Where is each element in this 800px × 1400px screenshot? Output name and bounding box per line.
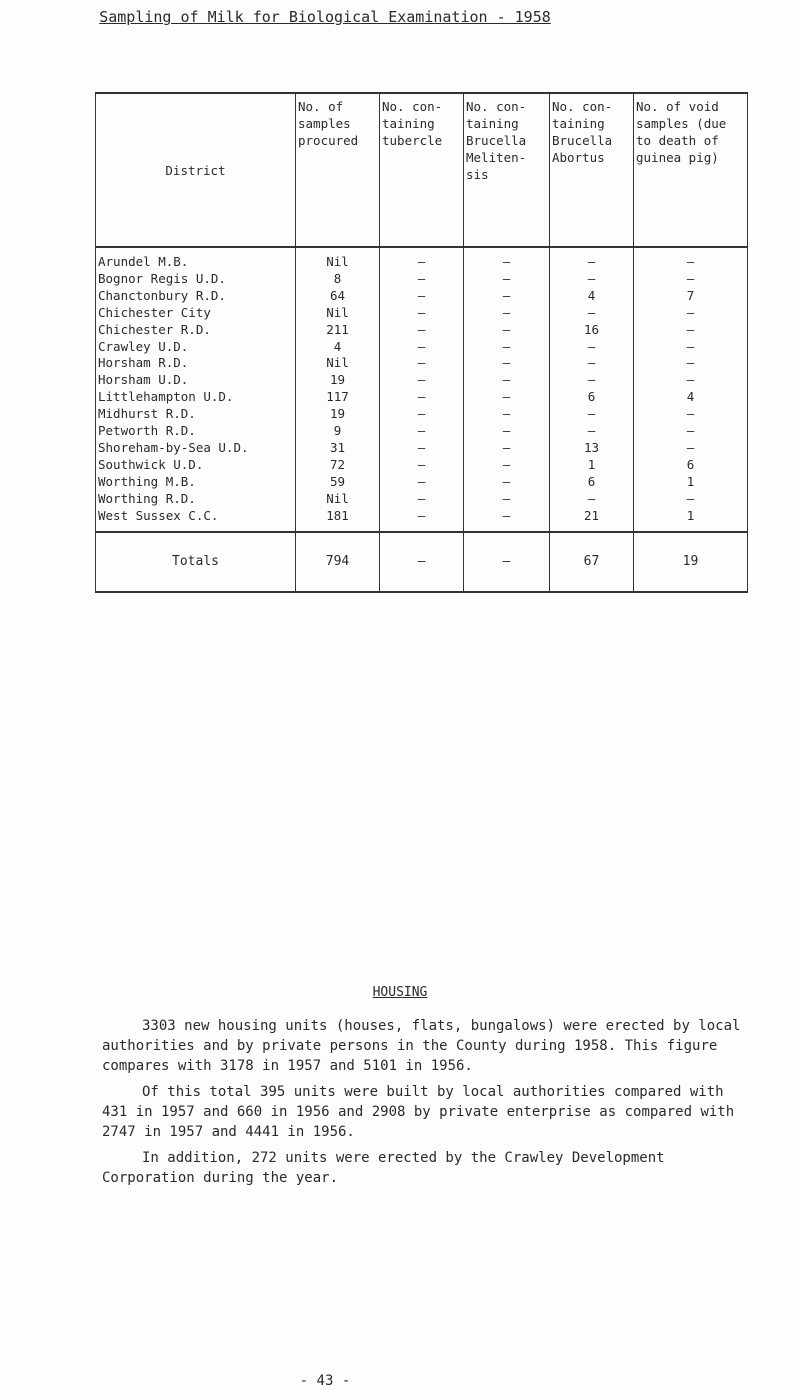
table-cell: 4 [550, 288, 634, 305]
table-cell: 7 [634, 288, 748, 305]
table-row [96, 288, 748, 305]
table-cell: – [634, 423, 748, 440]
table-cell: 4 [634, 389, 748, 406]
totals-row [96, 532, 748, 592]
table-cell: – [464, 271, 550, 288]
totals-cell: – [380, 532, 464, 592]
table-cell: – [464, 508, 550, 532]
table-cell: – [380, 457, 464, 474]
table-cell: 19 [296, 372, 380, 389]
district-name: Bognor Regis U.D. [96, 271, 296, 288]
table-row [96, 474, 748, 491]
table-cell: – [380, 271, 464, 288]
table-cell: – [550, 355, 634, 372]
header-brucella-abortus: No. con- taining Brucella Abortus [550, 93, 634, 247]
table-cell: 6 [634, 457, 748, 474]
table-cell: 117 [296, 389, 380, 406]
table-cell: – [634, 339, 748, 356]
table-cell: – [634, 355, 748, 372]
table-cell: – [380, 389, 464, 406]
table-cell: 1 [634, 508, 748, 532]
table-cell: 211 [296, 322, 380, 339]
table-cell: 21 [550, 508, 634, 532]
table-cell: – [464, 247, 550, 271]
totals-cell: 794 [296, 532, 380, 592]
table-cell: – [464, 406, 550, 423]
district-name: Chichester City [96, 305, 296, 322]
table-cell: – [464, 457, 550, 474]
table-cell: 64 [296, 288, 380, 305]
table-cell: – [464, 372, 550, 389]
table-cell: – [380, 247, 464, 271]
table-cell: – [634, 372, 748, 389]
table-cell: – [634, 491, 748, 508]
table-cell: – [464, 474, 550, 491]
table-row [96, 389, 748, 406]
table-cell: – [464, 491, 550, 508]
table-cell: Nil [296, 355, 380, 372]
table-cell: – [380, 423, 464, 440]
table-cell: – [634, 406, 748, 423]
district-name: Worthing M.B. [96, 474, 296, 491]
page-number: - 43 - [299, 1373, 351, 1389]
table-cell: – [380, 355, 464, 372]
district-name: West Sussex C.C. [96, 508, 296, 532]
district-name: Chichester R.D. [96, 322, 296, 339]
district-name: Littlehampton U.D. [96, 389, 296, 406]
table-row [96, 339, 748, 356]
housing-paragraph: Of this total 395 units were built by local authorities compared with 431 in 1957 and 660 in 1956 and 2908 by private enterprise as compared with 2747 in 1957 and 4441 in 1956. [102, 1084, 735, 1140]
table-cell: – [634, 247, 748, 271]
housing-paragraph: In addition, 272 units were erected by the Crawley Development Corporation during the year. [102, 1150, 665, 1186]
district-name: Horsham R.D. [96, 355, 296, 372]
table-cell: – [550, 406, 634, 423]
district-name: Shoreham-by-Sea U.D. [96, 440, 296, 457]
table-cell: – [550, 491, 634, 508]
table-cell: – [380, 440, 464, 457]
table-row [96, 322, 748, 339]
table-cell: – [380, 491, 464, 508]
table-cell: – [550, 271, 634, 288]
totals-cell: – [464, 532, 550, 592]
header-district: District [96, 93, 296, 247]
table-cell: – [464, 389, 550, 406]
district-name: Arundel M.B. [96, 247, 296, 271]
table-cell: – [464, 355, 550, 372]
table-cell: – [550, 339, 634, 356]
header-void-samples: No. of void samples (due to death of guinea pig) [634, 93, 748, 247]
header-tubercle: No. con- taining tubercle [380, 93, 464, 247]
table-cell: – [634, 271, 748, 288]
table-cell: Nil [296, 247, 380, 271]
table-cell: 4 [296, 339, 380, 356]
district-name: Horsham U.D. [96, 372, 296, 389]
table-row [96, 491, 748, 508]
table-row [96, 406, 748, 423]
table-row [96, 247, 748, 271]
table-cell: 13 [550, 440, 634, 457]
table-cell: – [550, 247, 634, 271]
table-cell: – [464, 322, 550, 339]
housing-paragraph: 3303 new housing units (houses, flats, bungalows) were erected by local authorities and by private persons in the County during 1958. This figure compares with 3178 in 1957 and 5101 in 1956. [102, 1018, 741, 1074]
table-row [96, 305, 748, 322]
table-cell: – [634, 440, 748, 457]
district-name: Chanctonbury R.D. [96, 288, 296, 305]
table-cell: – [634, 322, 748, 339]
table-cell: – [380, 508, 464, 532]
table-cell: Nil [296, 305, 380, 322]
table-cell: – [464, 288, 550, 305]
table-row [96, 508, 748, 532]
district-name: Worthing R.D. [96, 491, 296, 508]
table-row [96, 440, 748, 457]
table-cell: – [380, 339, 464, 356]
district-name: Petworth R.D. [96, 423, 296, 440]
district-name: Midhurst R.D. [96, 406, 296, 423]
table-row [96, 423, 748, 440]
table-cell: 6 [550, 474, 634, 491]
table-cell: – [550, 372, 634, 389]
table-header-row [96, 93, 748, 247]
table-row [96, 355, 748, 372]
totals-cell: 19 [634, 532, 748, 592]
table-cell: 16 [550, 322, 634, 339]
housing-heading: HOUSING [372, 985, 428, 1000]
table-cell: 59 [296, 474, 380, 491]
header-brucella-melitensis: No. con- taining Brucella Meliten- sis [464, 93, 550, 247]
totals-label: Totals [96, 532, 296, 592]
table-cell: 181 [296, 508, 380, 532]
table-cell: 6 [550, 389, 634, 406]
district-name: Southwick U.D. [96, 457, 296, 474]
table-row [96, 372, 748, 389]
table-cell: – [380, 322, 464, 339]
table-cell: 19 [296, 406, 380, 423]
table-cell: – [464, 423, 550, 440]
table-cell: – [550, 305, 634, 322]
table-cell: 31 [296, 440, 380, 457]
header-samples-procured: No. of samples procured [296, 93, 380, 247]
table-cell: Nil [296, 491, 380, 508]
table-cell: – [380, 305, 464, 322]
table-cell: 9 [296, 423, 380, 440]
table-cell: – [380, 474, 464, 491]
district-name: Crawley U.D. [96, 339, 296, 356]
table-cell: – [380, 406, 464, 423]
page-title: Sampling of Milk for Biological Examination - 1958 [99, 8, 551, 26]
table-row [96, 457, 748, 474]
table-row [96, 271, 748, 288]
totals-cell: 67 [550, 532, 634, 592]
table-cell: – [464, 440, 550, 457]
table-cell: – [634, 305, 748, 322]
table-cell: – [380, 372, 464, 389]
table-cell: 72 [296, 457, 380, 474]
table-cell: 8 [296, 271, 380, 288]
table-cell: 1 [550, 457, 634, 474]
table-cell: – [380, 288, 464, 305]
table-cell: – [464, 305, 550, 322]
table-cell: – [464, 339, 550, 356]
table-cell: – [550, 423, 634, 440]
table-cell: 1 [634, 474, 748, 491]
milk-sampling-table [95, 92, 748, 593]
